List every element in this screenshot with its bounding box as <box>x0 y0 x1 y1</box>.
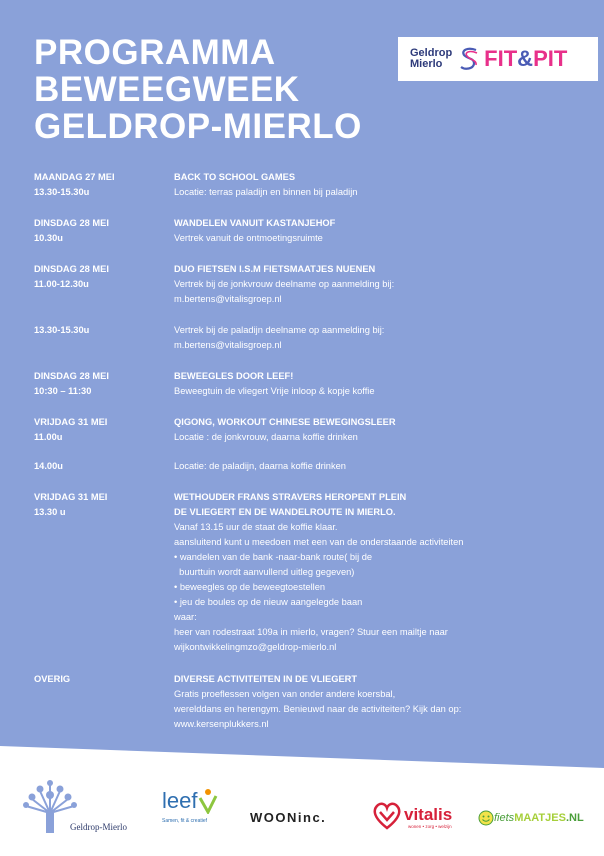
leef-logo <box>162 788 219 824</box>
leef-wordmark: leef <box>162 788 198 813</box>
vitalis-logo <box>370 800 452 830</box>
fietsmaatjes-logo <box>478 810 584 826</box>
logo-geldrop-mierlo-text <box>410 48 452 70</box>
event-time: 11.00-12.30u <box>34 279 89 289</box>
event-detail: buurttuin wordt aanvullend uitleg gegeven) <box>174 567 355 577</box>
event-time: 13.30-15.30u <box>34 325 90 335</box>
event-what <box>174 369 594 399</box>
geldrop-mierlo-logo <box>10 776 150 836</box>
event-detail: Vertrek vanuit de ontmoetingsruimte <box>174 233 323 243</box>
inc-wordmark: inc. <box>297 810 327 825</box>
event-when <box>34 672 169 687</box>
s-swoosh-icon <box>458 46 480 72</box>
event-day: VRIJDAG 31 MEI <box>34 492 108 502</box>
event-what <box>174 459 594 474</box>
vitalis-heart-icon <box>370 800 404 830</box>
wooninc-logo <box>250 810 326 825</box>
title-line: GELDROP-MIERLO <box>34 107 362 146</box>
event-email: wijkontwikkelingmzo@geldrop-mierlo.nl <box>174 642 337 652</box>
event-day: MAANDAG 27 MEI <box>34 172 115 182</box>
event-day: DINSDAG 28 MEI <box>34 218 109 228</box>
event-detail: heer van rodestraat 109a in mierlo, vragen? Stuur een mailtje naar <box>174 627 448 637</box>
event-title: WANDELEN VANUIT KASTANJEHOF <box>174 218 336 228</box>
event-what <box>174 323 594 353</box>
event-what <box>174 415 594 445</box>
event-detail: Vertrek bij de paladijn deelname op aanmelding bij: <box>174 325 385 335</box>
event-time: 14.00u <box>34 461 63 471</box>
event-detail: Gratis proeflessen volgen van onder andere koersbal, <box>174 689 396 699</box>
woon-wordmark: WOON <box>250 810 298 825</box>
event-what <box>174 490 594 655</box>
event-day: DINSDAG 28 MEI <box>34 371 109 381</box>
vitalis-wordmark: vitalis <box>404 805 453 824</box>
fit-en-pit-logo <box>398 37 598 81</box>
event-label: OVERIG <box>34 674 71 684</box>
event-when <box>34 262 169 292</box>
vitalis-tagline: wonen • zorg • welzijn <box>408 824 452 829</box>
event-link: www.kersenplukkers.nl <box>174 719 269 729</box>
event-when <box>34 170 169 200</box>
event-time: 10:30 – 11:30 <box>34 386 92 396</box>
event-title: DIVERSE ACTIVITEITEN IN DE VLIEGERT <box>174 674 358 684</box>
event-detail: werelddans en herengym. Benieuwd naar de activiteiten? Kijk dan op: <box>174 704 462 714</box>
event-title: BEWEEGLES DOOR LEEF! <box>174 371 294 381</box>
logo-fit: FIT <box>484 46 518 71</box>
sponsor-logos <box>0 770 604 856</box>
event-day: VRIJDAG 31 MEI <box>34 417 108 427</box>
leef-figure-icon <box>197 788 219 814</box>
event-detail: Beweegtuin de vliegert Vrije inloop & kopje koffie <box>174 386 375 396</box>
logo-amp: & <box>517 46 534 71</box>
leef-tagline: Samen, fit & creatief <box>162 818 208 824</box>
event-email: m.bertens@vitalisgroep.nl <box>174 340 282 350</box>
event-time: 11.00u <box>34 432 63 442</box>
event-detail: Locatie: terras paladijn en binnen bij paladijn <box>174 187 358 197</box>
event-time: 10.30u <box>34 233 63 243</box>
fiets-wordmark: fiets <box>494 812 515 824</box>
page-title <box>34 34 394 145</box>
smiley-icon <box>478 810 494 826</box>
event-when <box>34 323 169 338</box>
event-title-line2: DE VLIEGERT EN DE WANDELROUTE IN MIERLO. <box>174 507 396 517</box>
event-detail: Vanaf 13.15 uur de staat de koffie klaar. <box>174 522 338 532</box>
nl-wordmark: .NL <box>565 812 584 824</box>
event-when <box>34 490 169 520</box>
event-detail: Locatie: de paladijn, daarna koffie drinken <box>174 461 346 471</box>
event-when <box>34 459 169 474</box>
event-title: BACK TO SCHOOL GAMES <box>174 172 296 182</box>
event-time: 13.30-15.30u <box>34 187 90 197</box>
event-day: DINSDAG 28 MEI <box>34 264 109 274</box>
logo-pit: PIT <box>533 46 568 71</box>
fit-pit-wordmark <box>484 46 567 72</box>
event-what <box>174 672 594 732</box>
event-what <box>174 170 594 200</box>
event-when <box>34 415 169 445</box>
event-when <box>34 369 169 399</box>
logo-gm-line2: Mierlo <box>410 58 443 70</box>
event-detail: waar: <box>174 612 197 622</box>
event-what <box>174 262 594 307</box>
event-time: 13.30 u <box>34 507 66 517</box>
event-when <box>34 216 169 246</box>
event-title: QIGONG, WORKOUT CHINESE BEWEGINGSLEER <box>174 417 396 427</box>
event-title: DUO FIETSEN I.S.M FIETSMAATJES NUENEN <box>174 264 376 274</box>
maatjes-wordmark: MAATJES <box>514 812 566 824</box>
event-detail: • wandelen van de bank -naar-bank route( bij de <box>174 552 373 562</box>
event-what <box>174 216 594 246</box>
title-line: BEWEEGWEEK <box>34 70 300 109</box>
geldrop-mierlo-label: Geldrop-Mierlo <box>70 822 127 832</box>
title-line: PROGRAMMA <box>34 33 276 72</box>
event-detail: aansluitend kunt u meedoen met een van de onderstaande activiteiten <box>174 537 464 547</box>
event-detail: Vertrek bij de jonkvrouw deelname op aanmelding bij: <box>174 279 395 289</box>
event-email: m.bertens@vitalisgroep.nl <box>174 294 282 304</box>
event-detail: • beweegles op de beweegtoestellen <box>174 582 326 592</box>
logo-gm-line1: Geldrop <box>410 47 453 59</box>
event-detail: Locatie : de jonkvrouw, daarna koffie drinken <box>174 432 358 442</box>
event-title: WETHOUDER FRANS STRAVERS HEROPENT PLEIN <box>174 492 407 502</box>
event-detail: • jeu de boules op de nieuw aangelegde baan <box>174 597 363 607</box>
